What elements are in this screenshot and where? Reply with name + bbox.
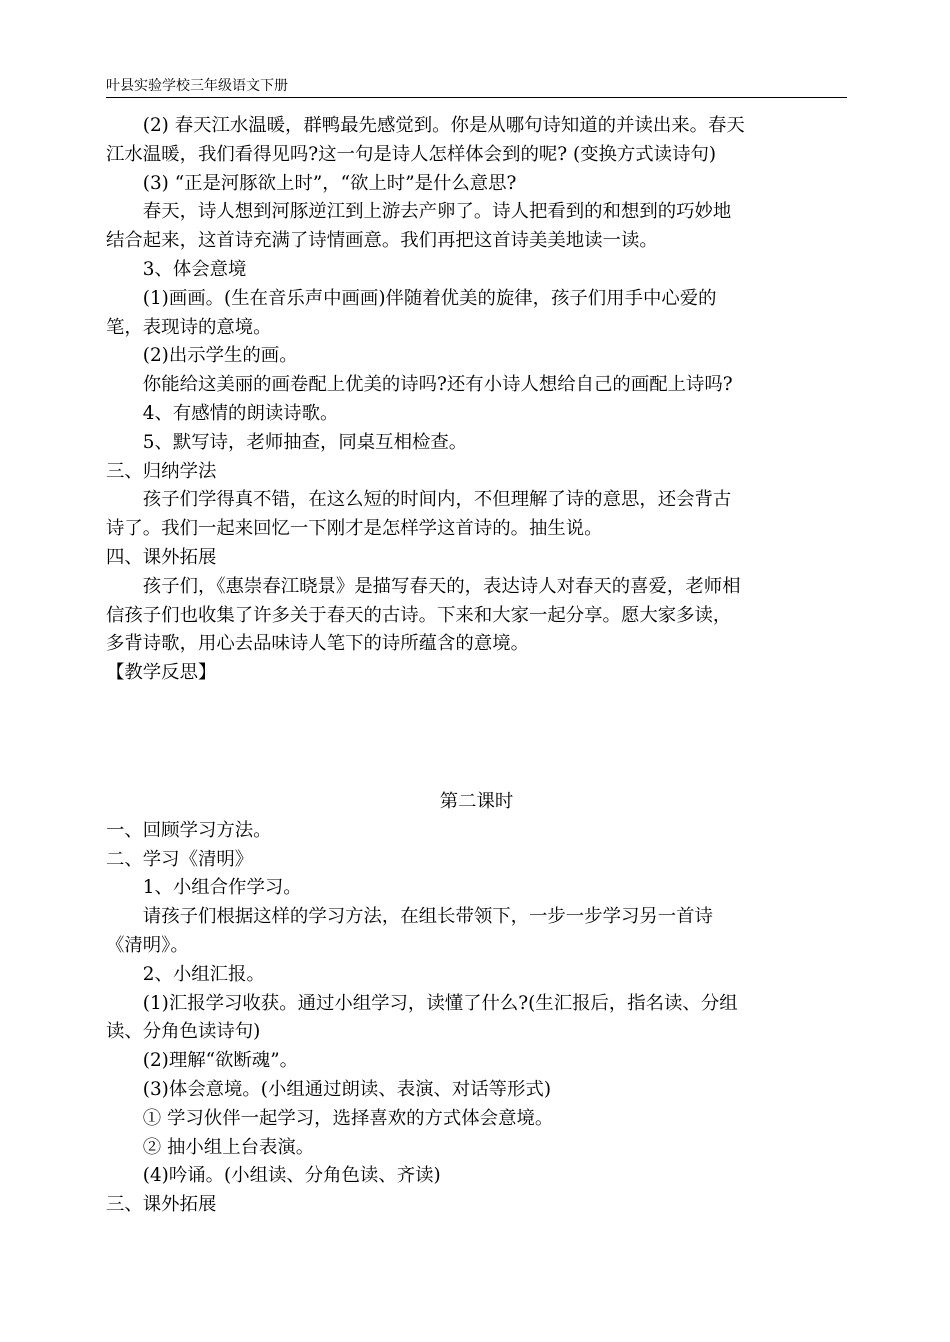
text-line: (2)出示学生的画。 <box>142 345 298 367</box>
text-line: 读、分角色读诗句) <box>106 1021 261 1043</box>
text-line: 请孩子们根据这样的学习方法，在组长带领下，一步一步学习另一首诗 <box>142 906 713 928</box>
text-line: 结合起来，这首诗充满了诗情画意。我们再把这首诗美美地读一读。 <box>106 230 658 252</box>
section-spacer <box>106 688 847 788</box>
text-line: (3) “正是河豚欲上时”，“欲上时”是什么意思? <box>142 172 517 194</box>
text-line: (2) 春天江水温暖，群鸭最先感觉到。你是从哪句诗知道的并读出来。春天 <box>142 115 745 136</box>
text-line: 多背诗歌，用心去品味诗人笔下的诗所蕴含的意境。 <box>106 633 529 655</box>
text-line: 你能给这美丽的画卷配上优美的诗吗?还有小诗人想给自己的画配上诗吗? <box>142 374 733 396</box>
page-header: 叶县实验学校三年级语文下册 <box>106 78 288 94</box>
text-line: 信孩子们也收集了许多关于春天的古诗。下来和大家一起分享。愿大家多读， <box>106 604 732 626</box>
text-line: 笔，表现诗的意境。 <box>106 316 272 338</box>
text-line: 1、小组合作学习。 <box>142 877 302 899</box>
text-line: 四、课外拓展 <box>106 546 217 568</box>
lesson-two-content <box>106 817 847 1220</box>
header-divider <box>106 97 847 98</box>
text-line: 【教学反思】 <box>106 662 217 684</box>
text-line: 3、体会意境 <box>142 258 247 280</box>
section-title: 第二课时 <box>439 790 514 812</box>
text-line: (1)画画。(生在音乐声中画画)伴随着优美的旋律，孩子们用手中心爱的 <box>142 287 717 309</box>
text-line: (2)理解“欲断魂”。 <box>142 1050 298 1072</box>
text-line: 二、学习《清明》 <box>106 848 254 870</box>
text-line: 孩子们，《惠崇春江晓景》是描写春天的，表达诗人对春天的喜爱，老师相 <box>142 575 741 597</box>
text-line: ② 抽小组上台表演。 <box>142 1136 315 1158</box>
text-line: 《清明》。 <box>106 934 189 956</box>
text-line: 三、归纳学法 <box>106 460 217 482</box>
text-line: ① 学习伙伴一起学习，选择喜欢的方式体会意境。 <box>142 1107 554 1129</box>
text-line: 4、有感情的朗读诗歌。 <box>142 402 339 424</box>
text-line: (3)体会意境。(小组通过朗读、表演、对话等形式) <box>142 1078 552 1100</box>
lesson-one-content <box>106 112 847 688</box>
document-body <box>106 112 847 1220</box>
text-line: 孩子们学得真不错，在这么短的时间内，不但理解了诗的意思，还会背古 <box>142 489 732 511</box>
text-line: (1)汇报学习收获。通过小组学习，读懂了什么?(生汇报后，指名读、分组 <box>142 992 738 1014</box>
text-line: 5、默写诗，老师抽查，同桌互相检查。 <box>142 431 468 453</box>
text-line: 春天，诗人想到河豚逆江到上游去产卵了。诗人把看到的和想到的巧妙地 <box>142 201 732 223</box>
text-line: 诗了。我们一起来回忆一下刚才是怎样学这首诗的。抽生说。 <box>106 518 603 540</box>
text-line: 2、小组汇报。 <box>142 963 265 985</box>
text-line: (4)吟诵。(小组读、分角色读、齐读) <box>142 1165 441 1187</box>
text-line: 一、回顾学习方法。 <box>106 819 272 841</box>
text-line: 江水温暖，我们看得见吗?这一句是诗人怎样体会到的呢? (变换方式读诗句) <box>106 143 717 165</box>
text-line: 三、课外拓展 <box>106 1194 217 1216</box>
